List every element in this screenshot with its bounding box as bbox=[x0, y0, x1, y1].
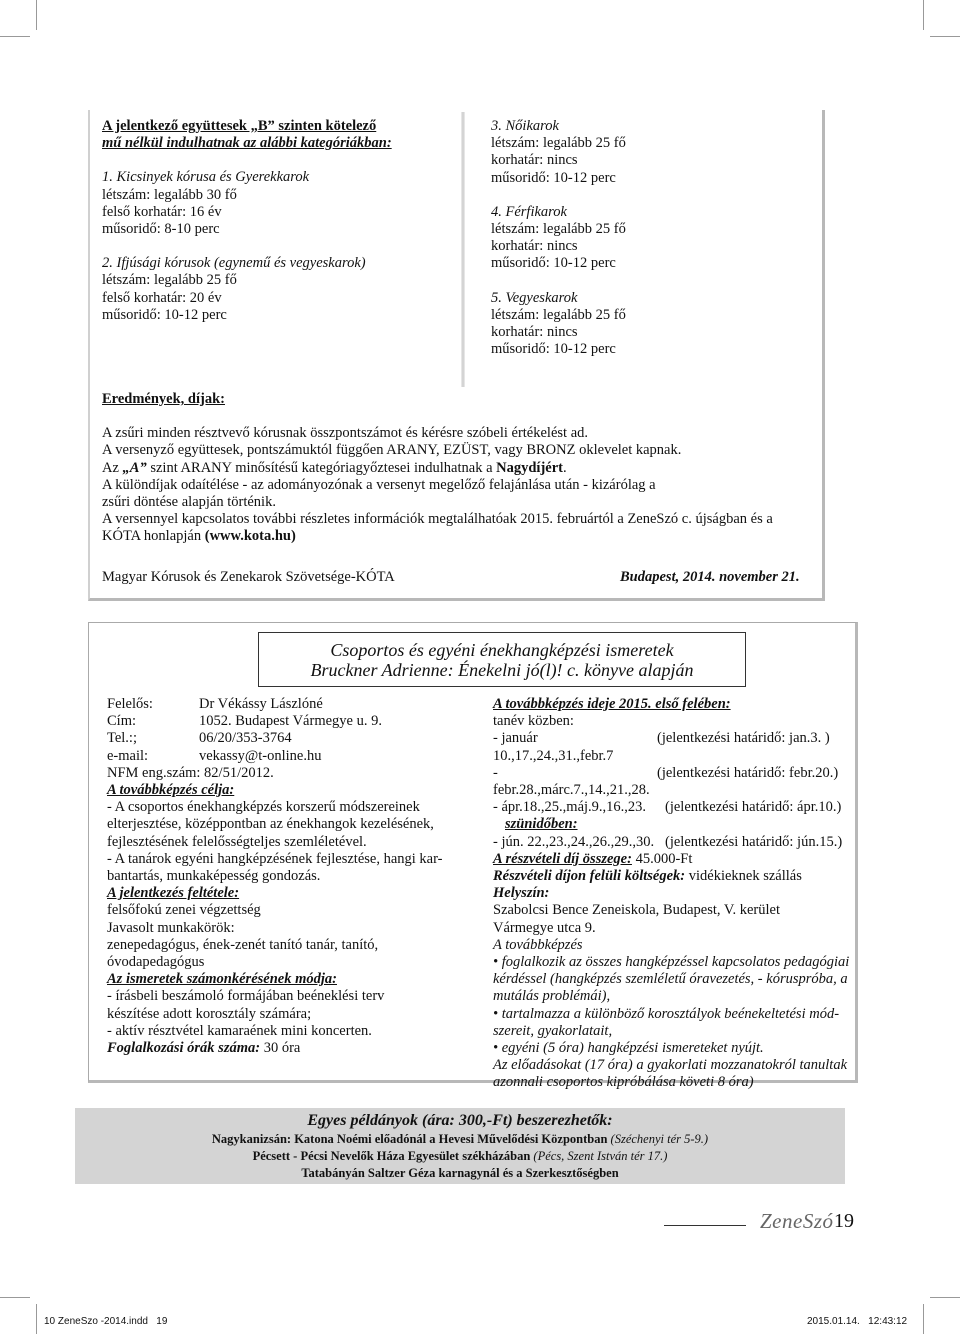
course-bullet: • tartalmazza a különböző korosztályok beénekeltetési mód- bbox=[493, 1005, 840, 1022]
results-heading: Eredmények, díjak: bbox=[102, 391, 225, 407]
sales-line: Tatabányán Saltzer Géza karnagynál és a Szerkesztőségben bbox=[301, 1166, 619, 1180]
results-text: KÓTA honlapján (www.kota.hu) bbox=[102, 528, 296, 545]
crop-mark bbox=[36, 1304, 37, 1334]
crop-mark bbox=[0, 36, 30, 37]
category-line: felső korhatár: 20 év bbox=[102, 289, 222, 306]
organization: Magyar Kórusok és Zenekarok Szövetsége-KÓTA bbox=[102, 569, 395, 585]
category-line: műsoridő: 10-12 perc bbox=[102, 306, 227, 323]
sales-line: Pécsett - Pécsi Nevelők Háza Egyesület székházában (Pécs, Szent István tér 17.) bbox=[252, 1149, 668, 1163]
footer-rule bbox=[664, 1225, 746, 1226]
schedule-row: - január 10.,17.,24.,31.,febr.7 (jelentkezési határidő: jan.3. ) bbox=[493, 730, 830, 764]
sales-box bbox=[75, 1108, 845, 1184]
fee-line: A részvételi díj összege: 45.000-Ft bbox=[493, 850, 693, 867]
requirement-text: zenepedagógus, ének-zenét tanító tanár, tanító, bbox=[107, 936, 379, 953]
category-line: műsoridő: 10-12 perc bbox=[491, 169, 616, 186]
brand-name: ZeneSzó bbox=[760, 1209, 834, 1233]
course-bullet: Az előadásokat (17 óra) a gyakorlati mozzanatokról tanultak bbox=[493, 1057, 848, 1074]
place-text: Szabolcsi Bence Zeneiskola, Budapest, V. kerület bbox=[493, 902, 780, 919]
intro-line: A jelentkező együttesek „B” szinten kötelező bbox=[102, 118, 377, 134]
sales-title: Egyes példányok (ára: 300,-Ft) beszerezhetők: bbox=[307, 1112, 613, 1129]
assessment-text: - írásbeli beszámoló formájában beéneklési terv bbox=[107, 988, 385, 1005]
category-title: 3. Nőikarok bbox=[491, 118, 559, 134]
course-title-box bbox=[258, 632, 746, 687]
category-line: létszám: legalább 25 fő bbox=[491, 221, 626, 238]
course-heading: A továbbképzés bbox=[493, 936, 583, 953]
course-bullet: azonnali csoportos kipróbálása követi 8 óra) bbox=[493, 1074, 754, 1091]
course-bullet: • foglalkozik az összes hangképzéssel kapcsolatos pedagógiai bbox=[493, 954, 850, 971]
nfm-number: NFM eng.szám: 82/51/2012. bbox=[107, 764, 274, 781]
course-bullet: • egyéni (5 óra) hangképzési ismereteket nyújt. bbox=[493, 1040, 764, 1057]
category-title: 2. Ifjúsági kórusok (egynemű és vegyeskarok) bbox=[102, 255, 366, 272]
category-line: létszám: legalább 25 fő bbox=[491, 135, 626, 152]
requirement-text: Javasolt munkakörök: bbox=[107, 919, 235, 936]
category-line: műsoridő: 8-10 perc bbox=[102, 221, 220, 238]
results-text: A zsűri minden résztvevő kórusnak összpontszámot és kérésre szóbeli értékelést ad. bbox=[102, 425, 589, 442]
results-section bbox=[102, 391, 820, 546]
crop-mark bbox=[923, 1304, 924, 1334]
results-text: A versennyel kapcsolatos további részletes információk megtalálhatóak 2015. februártól a ZeneSzó c. újságban és a bbox=[102, 511, 773, 528]
results-text: A különdíjak odaítélése - az adományozónak a versenyt megelőző felajánlása után - kizárólag a bbox=[102, 476, 656, 493]
goal-text: bantartás, munkaképesség gondozás. bbox=[107, 868, 321, 885]
course-bullet: mutálás problémái), bbox=[493, 988, 611, 1005]
course-title: Csoportos és egyéni énekhangképzési ismeretek bbox=[330, 640, 674, 660]
course-bullet: szereit, gyakorlatait, bbox=[493, 1022, 613, 1039]
sales-line: Nagykanizsán: Katona Noémi előadónál a Hevesi Művelődési Központban (Széchenyi tér 5-9.) bbox=[211, 1132, 709, 1146]
date-line: Budapest, 2014. november 21. bbox=[620, 569, 800, 585]
schedule-row: - jún. 22.,23.,24.,26.,29.,30. (jelentkezési határidő: jún.15.) bbox=[493, 833, 843, 850]
schedule-heading: A továbbképzés ideje 2015. első felében: bbox=[493, 696, 731, 712]
crop-mark bbox=[923, 0, 924, 30]
goal-text: - A csoportos énekhangképzés korszerű módszereinek bbox=[107, 799, 420, 816]
extra-cost-line: Részvételi díjon felüli költségek: vidékieknek szállás bbox=[493, 868, 802, 885]
category-line: létszám: legalább 25 fő bbox=[102, 272, 237, 289]
schedule-text: tanév közben: bbox=[493, 713, 574, 730]
slug-date: 2015.01.14. 12:43:12 bbox=[807, 1316, 908, 1327]
course-subtitle: Bruckner Adrienne: Énekelni jó(l)! c. könyve alapján bbox=[310, 660, 694, 680]
intro-line: mű nélkül indulhatnak az alábbi kategóriákban: bbox=[102, 135, 392, 152]
category-title: 4. Férfikarok bbox=[491, 203, 567, 220]
results-text: A versenyző együttesek, pontszámuktól függően ARANY, EZÜST, vagy BRONZ oklevelet kapnak. bbox=[102, 442, 682, 459]
column-divider bbox=[461, 112, 465, 387]
course-right bbox=[493, 696, 853, 1092]
category-line: létszám: legalább 25 fő bbox=[491, 306, 626, 323]
category-line: műsoridő: 10-12 perc bbox=[491, 255, 616, 272]
category-line: felső korhatár: 16 év bbox=[102, 203, 222, 220]
place-heading: Helyszín: bbox=[493, 885, 550, 902]
category-line: korhatár: nincs bbox=[491, 238, 578, 255]
requirement-text: felsőfokú zenei végzettség bbox=[107, 902, 261, 919]
contact-row: Tel.:; 06/20/353-3764 bbox=[107, 730, 292, 747]
requirement-text: óvodapedagógus bbox=[107, 954, 205, 971]
slug-file: 10 ZeneSzo -2014.indd 19 bbox=[44, 1316, 168, 1327]
schedule-row: - ápr.18.,25.,máj.9.,16.,23. (jelentkezési határidő: ápr.10.) bbox=[493, 799, 842, 816]
course-bullet: kérdéssel (hangképzés szemléletű óravezetés, - kóruspróba, a bbox=[493, 971, 848, 988]
category-line: műsoridő: 10-12 perc bbox=[491, 341, 616, 358]
categories-right bbox=[491, 118, 811, 358]
schedule-row: - febr.28.,márc.7.,14.,21.,28. (jelentkezési határidő: febr.20.) bbox=[493, 764, 839, 799]
requirement-heading: A jelentkezés feltétele: bbox=[107, 885, 240, 902]
categories-left bbox=[102, 118, 452, 324]
crop-mark bbox=[930, 1297, 960, 1298]
crop-mark bbox=[36, 0, 37, 30]
contact-row: Felelős: Dr Vékássy Lászlóné bbox=[107, 696, 323, 712]
results-text: zsűri döntése alapján történik. bbox=[102, 494, 276, 511]
goal-heading: A továbbképzés célja: bbox=[107, 782, 235, 799]
results-text: Az „A” szint ARANY minősítésű kategóriagyőztesei indulhatnak a Nagydíjért. bbox=[102, 459, 567, 476]
break-heading: szünidőben: bbox=[505, 816, 578, 833]
category-line: korhatár: nincs bbox=[491, 324, 578, 341]
assessment-text: készítése adott korosztály számára; bbox=[107, 1005, 312, 1022]
assessment-heading: Az ismeretek számonkérésének módja: bbox=[107, 971, 337, 988]
category-line: korhatár: nincs bbox=[491, 152, 578, 169]
assessment-text: - aktív résztvétel kamaraének mini koncerten. bbox=[107, 1022, 372, 1039]
contact-row: e-mail: vekassy@t-online.hu bbox=[107, 747, 322, 764]
category-title: 5. Vegyeskarok bbox=[491, 289, 578, 306]
course-left bbox=[107, 696, 462, 1057]
crop-mark bbox=[930, 36, 960, 37]
category-title: 1. Kicsinyek kórusa és Gyerekkarok bbox=[102, 169, 310, 186]
goal-text: elterjesztése, középpontban az énekhangok kezelésének, bbox=[107, 816, 434, 833]
goal-text: fejlesztésének felelősségteljes szemléletével. bbox=[107, 833, 367, 850]
hours-line: Foglalkozási órák száma: 30 óra bbox=[107, 1040, 301, 1057]
goal-text: - A tanárok egyéni hangképzésének fejlesztése, hangi kar- bbox=[107, 850, 443, 867]
contact-row: Cím: 1052. Budapest Vármegye u. 9. bbox=[107, 713, 382, 730]
crop-mark bbox=[0, 1297, 30, 1298]
page-number: 19 bbox=[834, 1210, 854, 1232]
category-line: létszám: legalább 30 fő bbox=[102, 186, 237, 203]
place-text: Vármegye utca 9. bbox=[493, 919, 596, 936]
